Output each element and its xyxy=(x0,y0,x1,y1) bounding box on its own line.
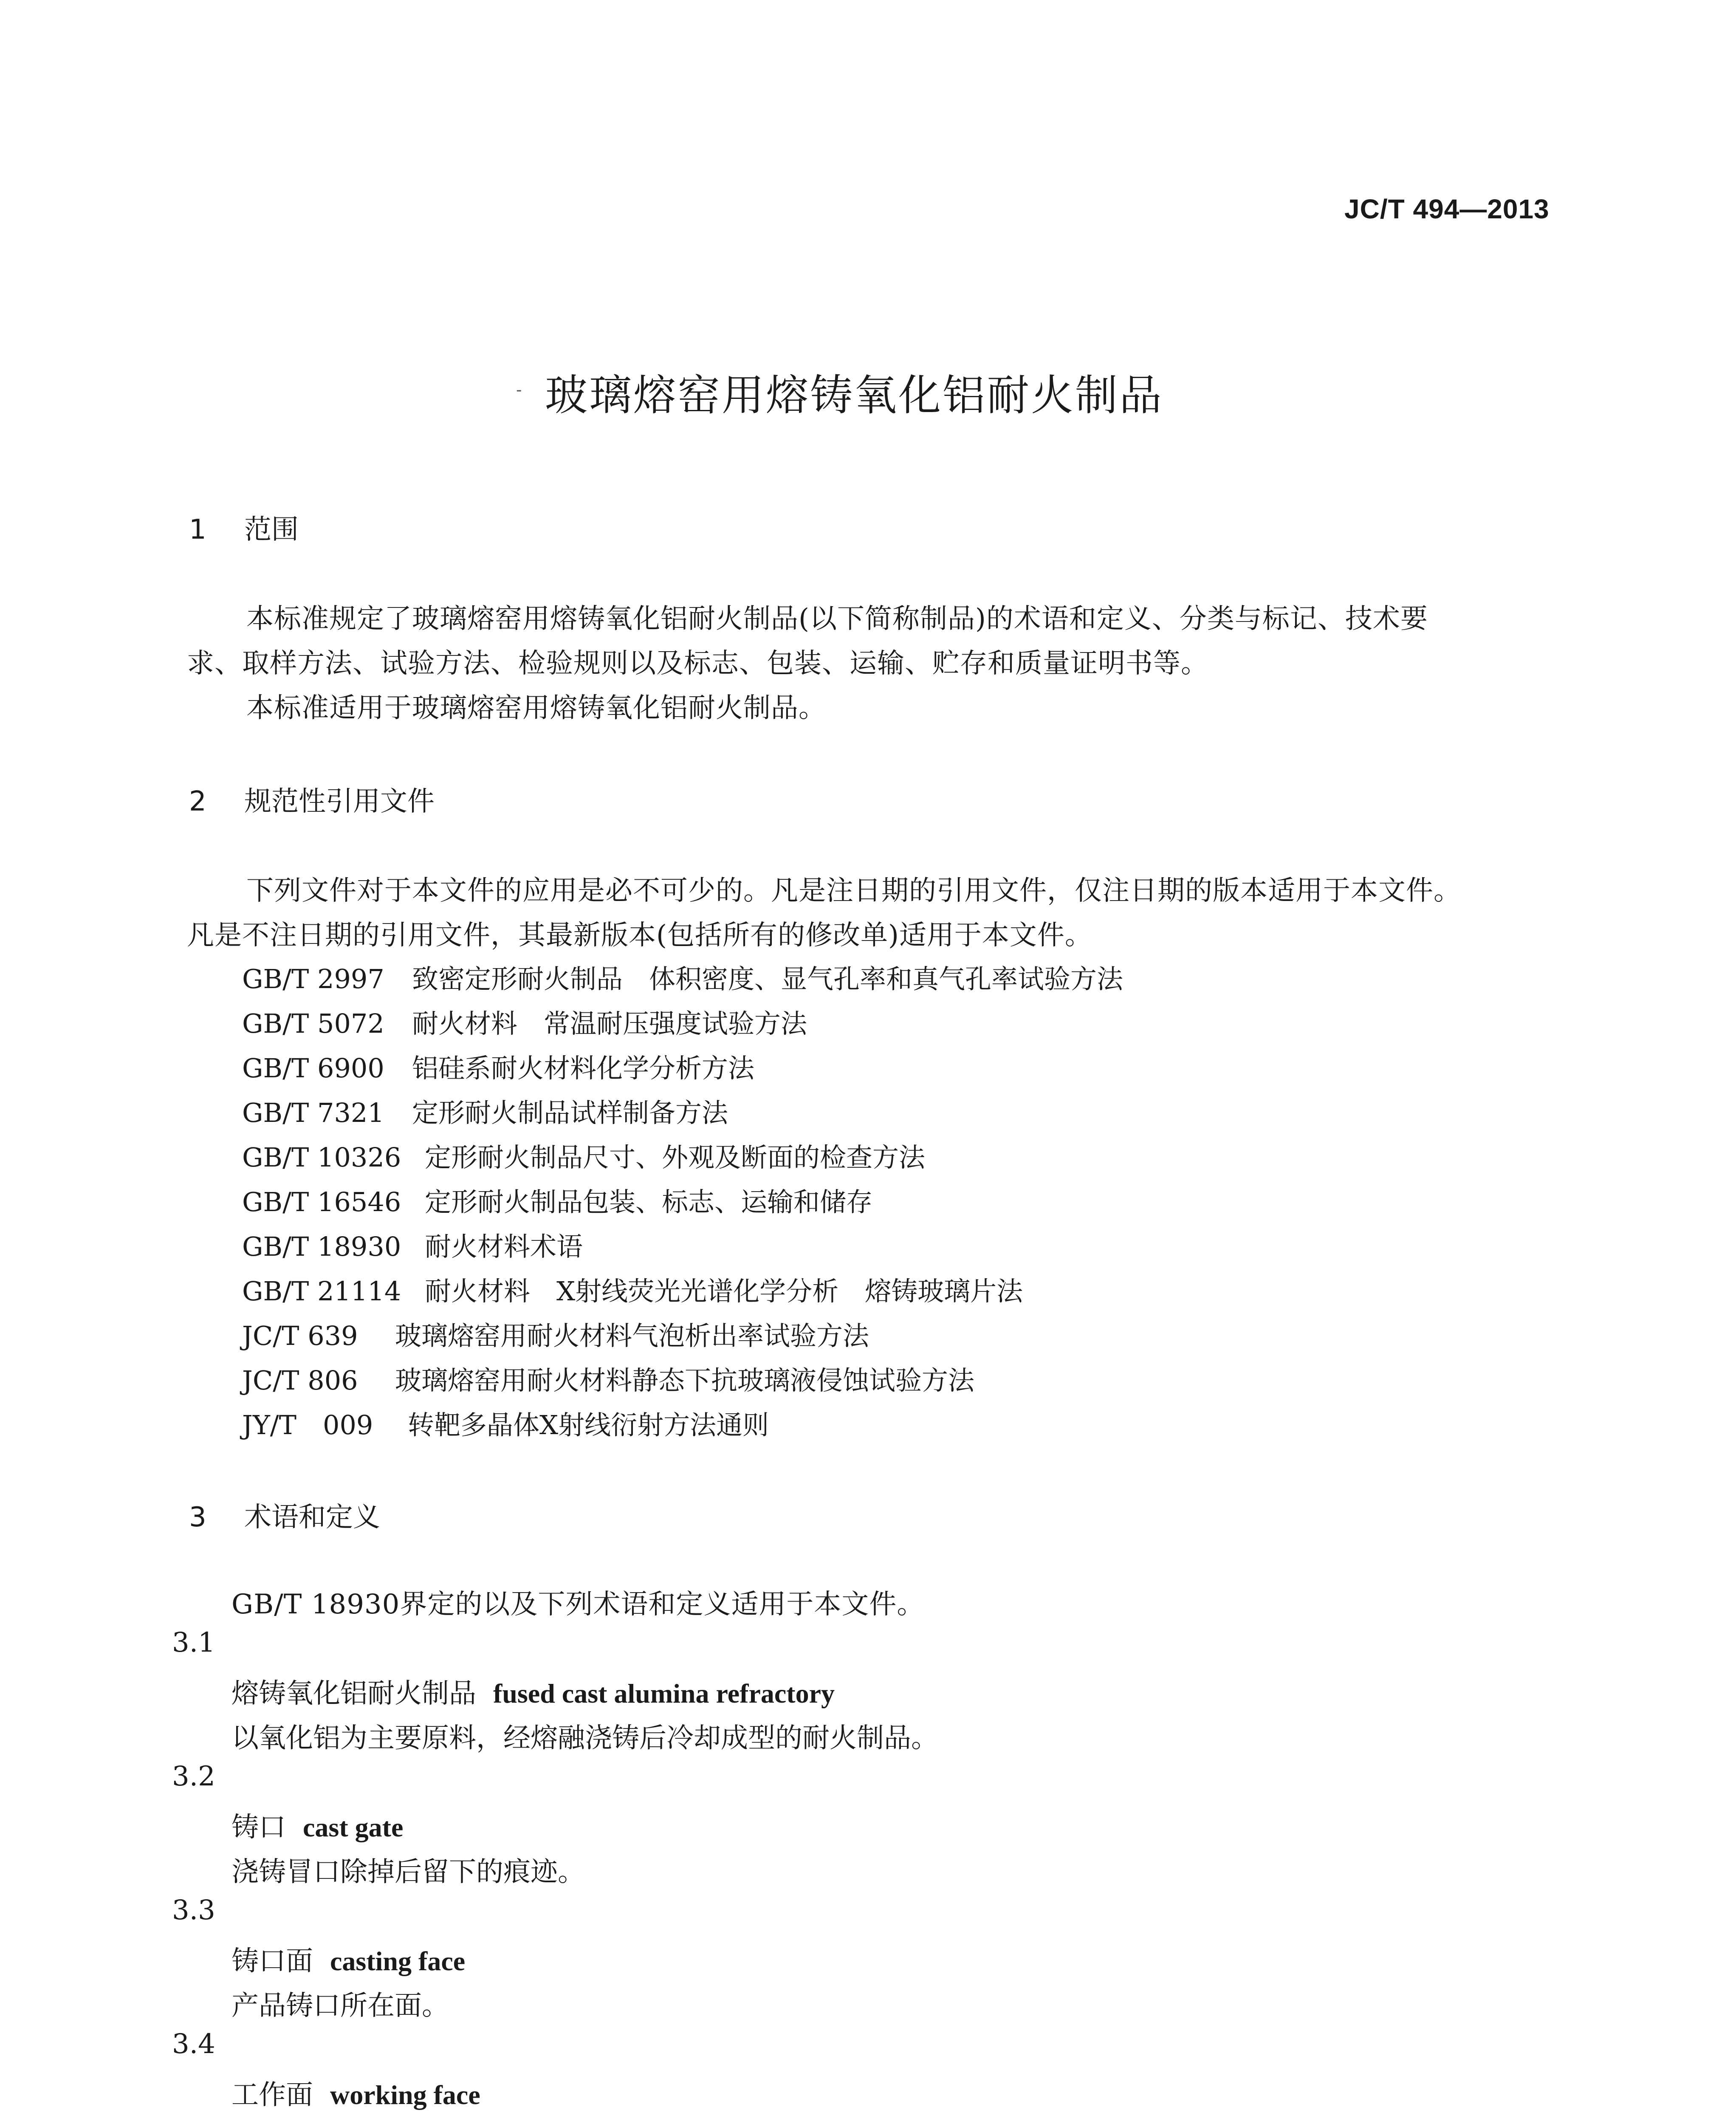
ref-code: GB/T 18930 xyxy=(242,1231,401,1262)
ref-item xyxy=(242,1226,583,1263)
ref-title: 转靶多晶体X射线衍射方法通则 xyxy=(408,1409,769,1440)
standard-number: JC/T 494—2013 xyxy=(1344,194,1550,224)
term-en: working face xyxy=(330,2080,480,2110)
terms-intro: GB/T 18930界定的以及下列术语和定义适用于本文件。 xyxy=(231,1589,925,1620)
ref-code: GB/T 5072 xyxy=(242,1008,384,1039)
ref-code: JC/T 639 xyxy=(242,1320,358,1351)
section-title: 术语和定义 xyxy=(244,1502,380,1533)
ref-item xyxy=(242,958,1123,996)
ref-code: JC/T 806 xyxy=(242,1365,358,1396)
section-number: 1 xyxy=(189,514,206,545)
term-en: cast gate xyxy=(303,1812,404,1842)
section-1-heading xyxy=(189,508,299,547)
refs-intro-line-1: 下列文件对于本文件的应用是必不可少的。凡是注日期的引用文件，仅注日期的版本适用于本文件。 xyxy=(246,875,1461,907)
ref-title: 玻璃熔窑用耐火材料气泡析出率试验方法 xyxy=(395,1320,869,1351)
title-mark: - xyxy=(516,380,522,400)
term-title xyxy=(231,1672,835,1711)
term-title xyxy=(231,2073,480,2112)
section-title: 范围 xyxy=(244,514,299,545)
ref-code: GB/T 16546 xyxy=(242,1186,401,1217)
term-definition: 浇铸冒口除掉后留下的痕迹。 xyxy=(231,1856,585,1888)
ref-item xyxy=(242,1047,754,1085)
ref-item xyxy=(242,1136,925,1174)
term-number: 3.4 xyxy=(172,2028,215,2060)
section-3-heading xyxy=(189,1495,380,1534)
ref-code: GB/T 10326 xyxy=(242,1142,401,1173)
ref-code: JY/T 009 xyxy=(242,1409,373,1440)
term-number: 3.2 xyxy=(172,1761,215,1792)
term-definition xyxy=(231,2118,531,2124)
ref-item xyxy=(242,1270,1023,1308)
term-zh: 工作面 xyxy=(231,2079,313,2111)
scope-paragraph-2: 本标准适用于玻璃熔窑用熔铸氧化铝耐火制品。 xyxy=(246,692,826,724)
ref-code: GB/T 21114 xyxy=(242,1276,401,1307)
term-zh: 熔铸氧化铝耐火制品 xyxy=(231,1678,476,1709)
scope-paragraph-line-2: 求、取样方法、试验方法、检验规则以及标志、包装、运输、贮存和质量证明书等。 xyxy=(187,648,1208,679)
ref-title: 定形耐火制品试样制备方法 xyxy=(412,1097,728,1128)
term-en: fused cast alumina refractory xyxy=(493,1678,835,1709)
ref-item xyxy=(242,1404,769,1442)
ref-title: 铝硅系耐火材料化学分析方法 xyxy=(412,1053,755,1084)
term-en: casting face xyxy=(330,1946,466,1976)
term-zh: 铸口 xyxy=(231,1812,286,1843)
ref-item xyxy=(242,1181,872,1219)
refs-intro-line-2: 凡是不注日期的引用文件，其最新版本(包括所有的修改单)适用于本文件。 xyxy=(187,920,1092,951)
ref-item xyxy=(242,1359,974,1397)
section-2-heading xyxy=(189,780,435,819)
term-title xyxy=(231,1805,403,1844)
term-definition: 以氧化铝为主要原料，经熔融浇铸后冷却成型的耐火制品。 xyxy=(231,1723,938,1754)
section-number: 3 xyxy=(189,1502,206,1533)
ref-title: 耐火材料 X射线荧光光谱化学分析 熔铸玻璃片法 xyxy=(425,1276,1023,1307)
document-title: 玻璃熔窑用熔铸氧化铝耐火制品 xyxy=(545,370,1163,420)
section-title: 规范性引用文件 xyxy=(244,786,435,817)
ref-code: GB/T 2997 xyxy=(242,963,384,994)
term-number: 3.3 xyxy=(172,1895,215,1926)
term-zh: 铸口面 xyxy=(231,1946,313,1977)
scope-paragraph-line-1: 本标准规定了玻璃熔窑用熔铸氧化铝耐火制品(以下简称制品)的术语和定义、分类与标记、技术要 xyxy=(246,603,1428,635)
term-title xyxy=(231,1939,465,1978)
ref-item xyxy=(242,1092,728,1130)
term-definition: 产品铸口所在面。 xyxy=(231,1990,449,2022)
ref-title: 致密定形耐火制品 体积密度、显气孔率和真气孔率试验方法 xyxy=(412,963,1123,994)
ref-title: 耐火材料 常温耐压强度试验方法 xyxy=(412,1008,807,1039)
ref-code: GB/T 7321 xyxy=(242,1097,384,1128)
ref-title: 玻璃熔窑用耐火材料静态下抗玻璃液侵蚀试验方法 xyxy=(395,1365,975,1396)
section-number: 2 xyxy=(189,786,206,817)
ref-item xyxy=(242,1315,869,1353)
ref-title: 定形耐火制品尺寸、外观及断面的检查方法 xyxy=(425,1142,926,1173)
ref-item xyxy=(242,1003,807,1040)
ref-title: 定形耐火制品包装、标志、运输和储存 xyxy=(425,1186,873,1217)
ref-title: 耐火材料术语 xyxy=(425,1231,583,1262)
ref-code: GB/T 6900 xyxy=(242,1053,384,1084)
term-number: 3.1 xyxy=(172,1627,215,1658)
